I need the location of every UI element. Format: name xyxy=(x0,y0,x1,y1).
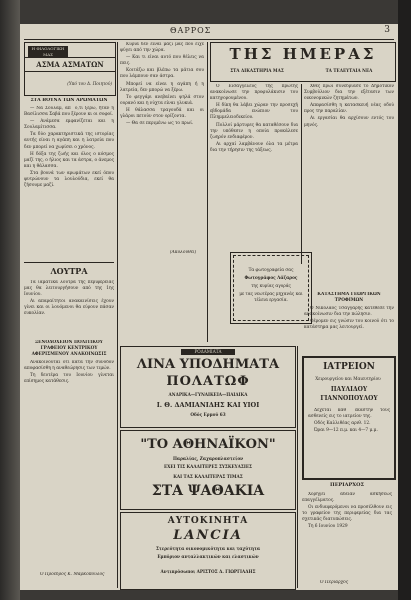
photo-ad-line3: της κυρίας αγοράς xyxy=(251,283,291,288)
paragraph: Οδός Καλλιθέας αριθ. 12. xyxy=(314,421,371,427)
paragraph: — Και τι είναι αυτό που θέλεις να πεις. xyxy=(120,55,204,67)
shoes-ad-tag: ΡΟΔΑΜΙΑΤΑ xyxy=(181,349,235,355)
paragraph: Η δόξα της ζωής και όλος ο κόσμος μαζί της, ο ήλιος και τα άστρα, ο άνεμος και η θάλασσα. xyxy=(24,151,114,169)
paragraph: Ο Νικόλαος Τσαγγάρης κατέθεσε την ανακοίνωσιν δια την πώλησιν. xyxy=(304,306,394,318)
page-right-edge xyxy=(398,0,411,600)
paragraph: — Ανάμεσα εμφανίζεται και η Σουλαμίτισσα. xyxy=(24,119,114,131)
newspaper-title: ΘΑΡΡΟΣ xyxy=(170,26,212,35)
page-number: 3 xyxy=(384,25,390,35)
col-rule-3 xyxy=(301,84,302,264)
doctor-ad xyxy=(302,356,396,480)
paragraph: Αι απαραίτητοι ανακαινίσεις έχουν γίνει και οι λουόμενοι θα εύρουν πάσαν ευκολίαν. xyxy=(24,299,114,317)
newspaper-page xyxy=(20,24,398,590)
section-title: ΣΤΑ ΒΟΥΝΑ ΤΩΝ ΑΡΩΜΑΤΩΝ xyxy=(30,98,108,103)
doctor-name2: ΓΙΑΝΝΟΠΟΥΛΟΥ xyxy=(320,395,378,402)
paragraph: Χθες πρωί συνεδρίασε το Δημοτικόν Συμβούλιον δια την εξέτασιν των οικονομικών ζητημάτων. xyxy=(304,84,394,102)
shoes-ad xyxy=(120,346,296,428)
athinaikon-line2: Παραλίας, Ζαχαροπλαστείον xyxy=(172,456,244,461)
notice-body xyxy=(24,360,114,530)
paragraph: Αι εργασίαι θα αρχίσουν εντός του μηνός. xyxy=(304,116,394,128)
paragraph: Κοιτάζω και βλέπω τα μάτια σου που λάμπουν σαν άστρα. xyxy=(120,68,204,80)
col-rule-4 xyxy=(117,262,118,588)
paragraph: Η θάλασσα τραγουδά και οι γλάροι πετούν στον ορίζοντα. xyxy=(120,107,204,120)
continued-note: (Ακολουθεί) xyxy=(170,250,197,255)
doctor-title: ΙΑΤΡΕΙΟΝ xyxy=(323,362,375,372)
col-rule-2 xyxy=(207,42,208,342)
loutra-title: ΛΟΥΤΡΑ xyxy=(50,267,88,276)
notice-subtitle: ΞΕΝΟΔΟΧΕΙΟΝ ΠΟΛΙΤΙΚΟΥ ΓΡΑΦΕΙΟΥ ΚΕΝΤΡΙΚΟΥ ΑΦΕΡΙΣΜΕΝΟΥ ΑΝΑΚΟΙΝΩΣΙΣ xyxy=(31,340,107,358)
paragraph: Ανακοινούται ότι κατά την σύνοδον αποφασίσθη η αναθεώρησις των τιμών. xyxy=(24,360,114,372)
paragraph: Ο Εισαγγελεύς της πρώτης ανακοίνωσε την προφυλάκισιν του κατηγορουμένου. xyxy=(210,84,298,102)
periarchos-title: ΠΕΡΙΑΡΧΟΣ xyxy=(329,482,365,488)
banner-sub-left: ΣΤΑ ΔΙΚΑΣΤΗΡΙΑ ΜΑΣ xyxy=(230,68,284,73)
paragraph: Χορηγεί άδειαν ασκήσεως επαγγέλματος. xyxy=(302,492,392,504)
banner-title: ΤΗΣ ΗΜΕΡΑΣ xyxy=(229,45,377,63)
shop-title: ΚΑΤΑΣΤΗΜΑ ΓΕΩΡΓΙΚΩΝ ΤΡΟΦΙΜΩΝ xyxy=(317,292,381,304)
photo-ad-line1: Τα φωτογραφεία σας xyxy=(248,267,294,272)
paragraph: Τα ιαματικά λουτρά της περιφερείας μας θα λειτουργήσουν από της 1ης Ιουνίου. xyxy=(24,280,114,298)
athinaikon-line4: ΚΑΙ ΤΑΣ ΚΑΛΛΙΤΕΡΑΣ ΤΙΜΑΣ xyxy=(173,474,243,479)
col-rule-1 xyxy=(117,42,118,262)
page-header xyxy=(20,24,398,40)
athinaikon-line5: ΣΤΑ ΨΑΘΑΚΙΑ xyxy=(151,483,265,499)
photo-ad xyxy=(230,252,312,324)
article-col2 xyxy=(120,42,204,256)
page-left-edge xyxy=(0,0,20,600)
periarchos-sign: Ο Περίαρχος xyxy=(320,580,349,585)
paragraph: Μπορεί να είναι η αγάπη ή η λατρεία, δεν μπορώ να ξέρω. xyxy=(120,81,204,93)
article-col1 xyxy=(24,106,114,256)
paragraph: Τη 6 Ιουνίου 1929 xyxy=(308,524,348,530)
paragraph: — Να Σουλάμ, απ᾽ ό,τι ξέρω, ήταν η Βασίλισσα Σαβά που ξέρουν κι οι σοφοί. xyxy=(24,106,114,118)
paragraph: — Θα σε περιμένω ως το πρωί. xyxy=(126,121,194,127)
shoes-ad-line4: Ι. Θ. ΔΑΜΙΑΝΙΔΗΣ ΚΑΙ ΥΙΟΙ xyxy=(156,401,260,409)
photo-ad-line2: Φωτογράφος Λάζαρος xyxy=(244,275,298,280)
photo-ad-line4: με τας νεωτέρας μηχανάς και τέλεια εργασία. xyxy=(239,291,303,302)
paragraph: Δέχεται καθ᾽ εκάστην τους ασθενείς εις το ιατρείον της. xyxy=(308,408,390,420)
col-rule-5 xyxy=(297,346,298,588)
doctor-sub: Χειρουργείου και Μαιευτηρίου xyxy=(315,376,381,381)
athinaikon-ad xyxy=(120,430,296,510)
poem-author: (Υπό του Δ. Ποιητού) xyxy=(67,81,112,86)
shoes-ad-line3: ΑΝΔΡΙΚΑ—ΓΥΝΑΙΚΕΙΑ—ΠΑΙΔΙΚΑ xyxy=(168,392,248,397)
shop-body xyxy=(304,306,394,346)
news-banner xyxy=(210,42,396,82)
header-rule xyxy=(24,39,394,40)
paragraph: Τα δύο χαρακτηριστικά της ιστορίας αυτής είναι η αγάπη και η λατρεία που δεν μπορεί να χωρίσει ο χρόνος. xyxy=(24,132,114,150)
shoes-ad-line2: ΠΟΛΑΤΩΦ xyxy=(166,374,250,389)
athinaikon-line3: ΕΧΕΙ ΤΙΣ ΚΑΛΛΙΤΕΡΕΣ ΣΥΣΚΕΥΑΣΙΕΣ xyxy=(163,464,252,469)
banner-sub-right: ΤΑ ΤΕΛΕΥΤΑΙΑ ΝΕΑ xyxy=(325,68,373,73)
loutra-body xyxy=(24,280,114,336)
poem-title: ΑΣΜΑ ΑΣΜΑΤΩΝ xyxy=(25,57,115,72)
doctor-name1: ΠΑΥΛΙΔΟΥ xyxy=(330,386,368,393)
auto-line2: LANCIA xyxy=(173,528,243,543)
article-col4 xyxy=(304,84,394,244)
paragraph: Τη δευτέρα του Ιουνίου γίνεται επίσημος κατάθεσις. xyxy=(24,373,114,385)
paragraph: Απεφασίσθη η κατασκευή νέας οδού προς την παραλίαν. xyxy=(304,103,394,115)
paragraph: Οι ενδιαφερόμενοι να προσέλθουν εις το γραφείον της περιφερείας δια τας σχετικάς διατυπώσεις. xyxy=(302,505,392,523)
article-col3 xyxy=(210,84,298,244)
periarchos-body xyxy=(302,492,392,578)
rule-loutra xyxy=(24,262,114,263)
auto-line4: Εμπόριον ανταλλακτικών και ελαστικών xyxy=(157,554,259,559)
paragraph: Η δίκη θα λάβει χώραν την προσεχή εβδομάδα ενώπιον του Πλημμελειοδικείου. xyxy=(210,103,298,121)
paragraph: Ώραι 9—12 π.μ. και 4—7 μ.μ. xyxy=(314,428,378,434)
paragraph: Το φεγγάρι ανεβαίνει ψηλά στον ουρανό και η νύχτα είναι γλυκιά. xyxy=(120,94,204,106)
notice-signature: Ο Πρόεδρος Κ. Μαρκόπουλος xyxy=(40,572,105,577)
auto-line3: Στερεότητα οικονομικότητα και ταχύτητα xyxy=(155,546,261,551)
doctor-body xyxy=(308,408,390,474)
paragraph: Στα βουνά των αρωμάτων εκεί όπου φυτρώνουν τα λουλούδια, εκεί θα ζήσουμε μαζί. xyxy=(24,170,114,189)
shoes-ad-line1: ΛΙΝΑ ΥΠΟΔΗΜΑΤΑ xyxy=(136,357,280,372)
poem-tag: Η ΦΙΛΟΛΟΓΙΚΗ ΜΑΣ xyxy=(28,46,68,57)
athinaikon-line1: "ΤΟ ΑΘΗΝΑΪΚΟΝ" xyxy=(140,437,276,452)
poem-box xyxy=(24,42,116,96)
auto-line5: Αντιπρόσωποι ΑΡΙΣΤΟΣ Δ. ΓΙΩΡΓΙΑΔΗΣ xyxy=(160,569,256,574)
paragraph: Αι αρχαί λαμβάνουν όλα τα μέτρα δια την τήρησιν της τάξεως. xyxy=(210,141,298,153)
paragraph: Κυρία δεν είναι μαζί μας που είχε φύγει από την χώρα. xyxy=(120,42,204,54)
shoes-ad-line5: Οδός Ερμού 63 xyxy=(190,412,226,417)
paragraph: Πολλοί μάρτυρες θα καταθέσουν δια την υπόθεσιν η οποία προκάλεσε ζωηρόν ενδιαφέρον. xyxy=(210,122,298,140)
auto-ad xyxy=(120,512,296,590)
auto-line1: ΑΥΤΟΚΙΝΗΤΑ xyxy=(167,516,249,526)
paragraph: Φέρομεν εις γνώσιν του κοινού ότι το κατάστημα μας λειτουργεί. xyxy=(304,319,394,331)
